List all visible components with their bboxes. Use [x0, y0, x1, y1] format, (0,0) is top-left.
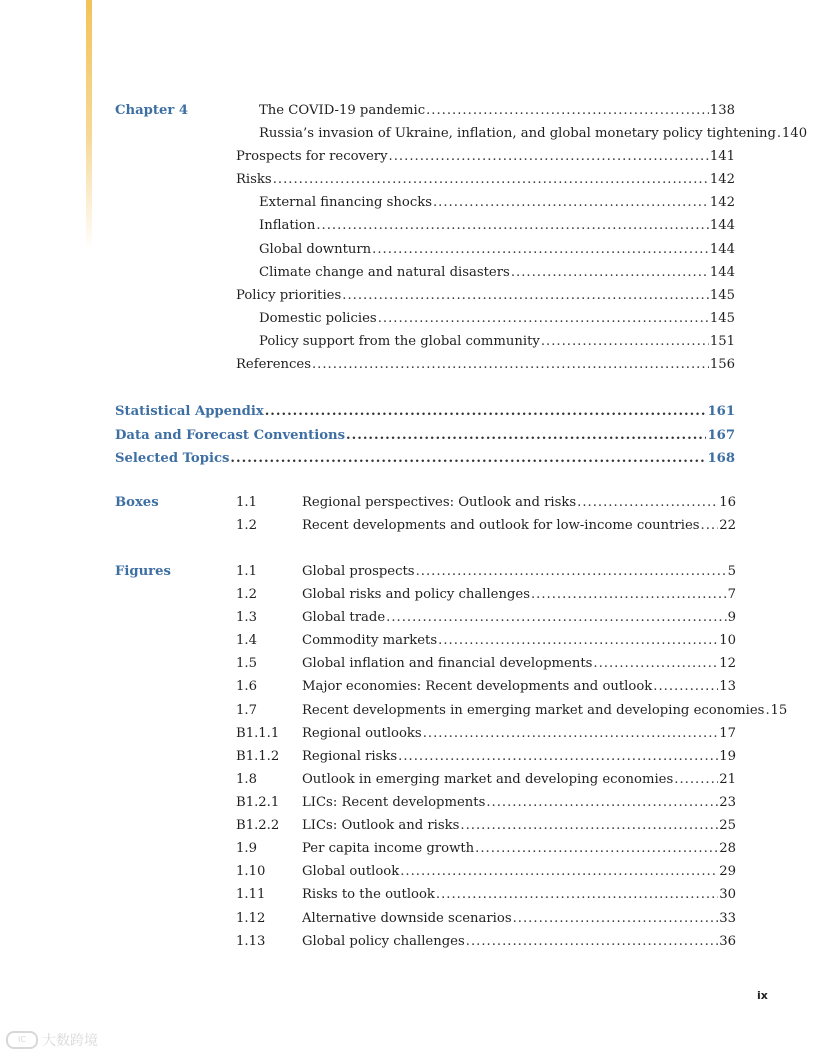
- figure-entry-title: Regional outlooks: [302, 726, 422, 741]
- figure-entry-title: Major economies: Recent developments and outlook: [302, 679, 653, 694]
- figure-entry-page: 12: [719, 656, 736, 671]
- toc-section-title: Selected Topics: [115, 451, 230, 466]
- toc-entry[interactable]: [236, 357, 735, 373]
- leader-dots: [701, 518, 719, 534]
- leader-dots: [593, 656, 718, 672]
- toc-entry[interactable]: [236, 288, 735, 304]
- figure-entry-title: Recent developments in emerging market and developing economies: [302, 703, 765, 718]
- leader-dots: [436, 887, 718, 903]
- toc-entry[interactable]: [259, 126, 808, 142]
- figure-entry[interactable]: [302, 610, 736, 626]
- box-number: 1.2: [236, 518, 257, 533]
- figure-entry-title: Per capita income growth: [302, 841, 475, 856]
- toc-section-title: Data and Forecast Conventions: [115, 428, 346, 443]
- boxes-label: Boxes: [115, 495, 159, 510]
- figure-entry[interactable]: [302, 726, 736, 742]
- toc-section[interactable]: [115, 428, 735, 444]
- toc-entry[interactable]: [259, 195, 735, 211]
- figure-entry[interactable]: [302, 934, 736, 950]
- figure-number: 1.2: [236, 587, 257, 602]
- toc-entry-page: 144: [709, 218, 735, 233]
- leader-dots: [372, 242, 709, 258]
- toc-entry[interactable]: [259, 334, 735, 350]
- leader-dots: [230, 451, 706, 467]
- figure-entry-title: Global outlook: [302, 864, 400, 879]
- figure-entry-page: 29: [719, 864, 736, 879]
- figure-entry-title: Global inflation and financial developments: [302, 656, 593, 671]
- leader-dots: [513, 911, 719, 927]
- figure-entry[interactable]: [302, 818, 736, 834]
- figure-number: 1.12: [236, 911, 266, 926]
- figure-entry[interactable]: [302, 656, 736, 672]
- figure-entry[interactable]: [302, 703, 788, 719]
- leader-dots: [342, 288, 709, 304]
- toc-entry[interactable]: [259, 103, 735, 119]
- toc-entry[interactable]: [259, 265, 735, 281]
- toc-entry[interactable]: [259, 218, 735, 234]
- leader-dots: [577, 495, 718, 511]
- figure-entry[interactable]: [302, 795, 736, 811]
- box-number: 1.1: [236, 495, 257, 510]
- figure-number: 1.13: [236, 934, 266, 949]
- toc-entry-title: Global downturn: [259, 242, 372, 257]
- figure-entry[interactable]: [302, 587, 736, 603]
- figure-number: 1.11: [236, 887, 266, 902]
- leader-dots: [531, 587, 727, 603]
- toc-entry[interactable]: [236, 172, 735, 188]
- figure-entry-page: 21: [719, 772, 736, 787]
- figure-entry[interactable]: [302, 864, 736, 880]
- watermark-logo-icon: IC: [6, 1031, 38, 1049]
- figure-entry-page: 13: [719, 679, 736, 694]
- figure-entry-page: 28: [719, 841, 736, 856]
- leader-dots: [389, 149, 709, 165]
- toc-entry-page: 144: [709, 265, 735, 280]
- figure-entry-title: Global risks and policy challenges: [302, 587, 530, 602]
- figure-number: 1.6: [236, 679, 257, 694]
- figure-entry-title: Commodity markets: [302, 633, 438, 648]
- leader-dots: [316, 218, 709, 234]
- figure-entry[interactable]: [302, 633, 736, 649]
- toc-section[interactable]: [115, 404, 735, 420]
- figure-number: 1.9: [236, 841, 257, 856]
- toc-entry-page: 145: [709, 288, 735, 303]
- toc-entry-title: Climate change and natural disasters: [259, 265, 510, 280]
- figure-entry-page: 25: [719, 818, 736, 833]
- leader-dots: [511, 265, 709, 281]
- toc-entry-page: 142: [709, 172, 735, 187]
- figure-entry[interactable]: [302, 911, 736, 927]
- decorative-accent-bar: [86, 0, 92, 250]
- figure-entry-title: Risks to the outlook: [302, 887, 435, 902]
- toc-entry-title: Inflation: [259, 218, 316, 233]
- figure-entry[interactable]: [302, 749, 736, 765]
- figure-entry-page: 17: [719, 726, 736, 741]
- figure-entry[interactable]: [302, 679, 736, 695]
- leader-dots: [438, 633, 718, 649]
- leader-dots: [312, 357, 709, 373]
- leader-dots: [674, 772, 718, 788]
- box-entry-page: 22: [719, 518, 736, 533]
- toc-section[interactable]: [115, 451, 735, 467]
- figure-entry[interactable]: [302, 564, 736, 580]
- box-entry-title: Regional perspectives: Outlook and risks: [302, 495, 577, 510]
- toc-entry-title: Russia’s invasion of Ukraine, inflation, and global monetary policy tightening: [259, 126, 776, 141]
- box-entry[interactable]: [302, 495, 736, 511]
- leader-dots: [265, 404, 707, 420]
- toc-entry-page: 156: [709, 357, 735, 372]
- toc-entry-page: 142: [709, 195, 735, 210]
- figure-entry-page: 19: [719, 749, 736, 764]
- figure-entry-title: LICs: Recent developments: [302, 795, 486, 810]
- leader-dots: [433, 195, 709, 211]
- leader-dots: [398, 749, 718, 765]
- figure-number: B1.1.1: [236, 726, 280, 741]
- figure-number: 1.1: [236, 564, 257, 579]
- figure-entry[interactable]: [302, 772, 736, 788]
- box-entry-title: Recent developments and outlook for low-income countries: [302, 518, 700, 533]
- figure-entry-page: 5: [727, 564, 736, 579]
- toc-entry-page: 138: [709, 103, 735, 118]
- toc-entry-title: Domestic policies: [259, 311, 377, 326]
- box-entry-page: 16: [719, 495, 736, 510]
- figure-entry-title: Regional risks: [302, 749, 398, 764]
- toc-entry-page: 140: [781, 126, 808, 141]
- figure-entry[interactable]: [302, 841, 736, 857]
- figure-entry-page: 9: [727, 610, 736, 625]
- toc-entry-page: 145: [709, 311, 735, 326]
- figure-entry-page: 7: [727, 587, 736, 602]
- leader-dots: [486, 795, 718, 811]
- box-entry[interactable]: [302, 518, 736, 534]
- toc-entry-page: 151: [709, 334, 735, 349]
- figure-entry-page: 15: [770, 703, 788, 718]
- toc-entry-title: References: [236, 357, 311, 372]
- figure-number: 1.10: [236, 864, 266, 879]
- watermark: [6, 1030, 98, 1050]
- figure-number: B1.2.2: [236, 818, 280, 833]
- toc-entry[interactable]: [259, 242, 735, 258]
- figure-entry-page: 33: [719, 911, 736, 926]
- leader-dots: [460, 818, 718, 834]
- leader-dots: [423, 726, 719, 742]
- page-number: ix: [757, 989, 768, 1002]
- toc-entry-title: Risks: [236, 172, 272, 187]
- toc-entry-title: The COVID-19 pandemic: [259, 103, 426, 118]
- figure-entry-page: 30: [719, 887, 736, 902]
- toc-entry[interactable]: [236, 149, 735, 165]
- figure-entry-title: Global policy challenges: [302, 934, 465, 949]
- figure-entry-page: 23: [719, 795, 736, 810]
- leader-dots: [416, 564, 727, 580]
- figure-number: 1.3: [236, 610, 257, 625]
- toc-section-page: 161: [707, 404, 735, 419]
- chapter-label: Chapter 4: [115, 103, 189, 118]
- figure-entry-title: Alternative downside scenarios: [302, 911, 512, 926]
- figure-number: 1.4: [236, 633, 257, 648]
- figure-number: 1.5: [236, 656, 257, 671]
- toc-entry-title: External financing shocks: [259, 195, 432, 210]
- figure-number: 1.8: [236, 772, 257, 787]
- toc-entry-title: Prospects for recovery: [236, 149, 388, 164]
- figures-label: Figures: [115, 564, 171, 579]
- figure-entry[interactable]: [302, 887, 736, 903]
- figure-entry-title: LICs: Outlook and risks: [302, 818, 460, 833]
- figure-entry-page: 10: [719, 633, 736, 648]
- leader-dots: [541, 334, 709, 350]
- toc-entry[interactable]: [259, 311, 735, 327]
- toc-section-page: 168: [707, 451, 735, 466]
- figure-number: B1.1.2: [236, 749, 280, 764]
- figure-entry-title: Outlook in emerging market and developing economies: [302, 772, 674, 787]
- toc-entry-page: 141: [709, 149, 735, 164]
- figure-entry-title: Global prospects: [302, 564, 415, 579]
- figure-number: 1.7: [236, 703, 257, 718]
- leader-dots: [273, 172, 709, 188]
- toc-entry-page: 144: [709, 242, 735, 257]
- leader-dots: [346, 428, 706, 444]
- leader-dots: [653, 679, 718, 695]
- leader-dots: [426, 103, 709, 119]
- toc-section-page: 167: [707, 428, 735, 443]
- figure-entry-page: 36: [719, 934, 736, 949]
- toc-section-title: Statistical Appendix: [115, 404, 264, 419]
- leader-dots: [386, 610, 726, 626]
- leader-dots: [378, 311, 709, 327]
- leader-dots: [466, 934, 718, 950]
- figure-number: B1.2.1: [236, 795, 280, 810]
- watermark-text: 大数跨境: [42, 1033, 98, 1049]
- figure-entry-title: Global trade: [302, 610, 386, 625]
- leader-dots: [400, 864, 718, 880]
- toc-entry-title: Policy priorities: [236, 288, 342, 303]
- toc-entry-title: Policy support from the global community: [259, 334, 540, 349]
- leader-dots: [475, 841, 718, 857]
